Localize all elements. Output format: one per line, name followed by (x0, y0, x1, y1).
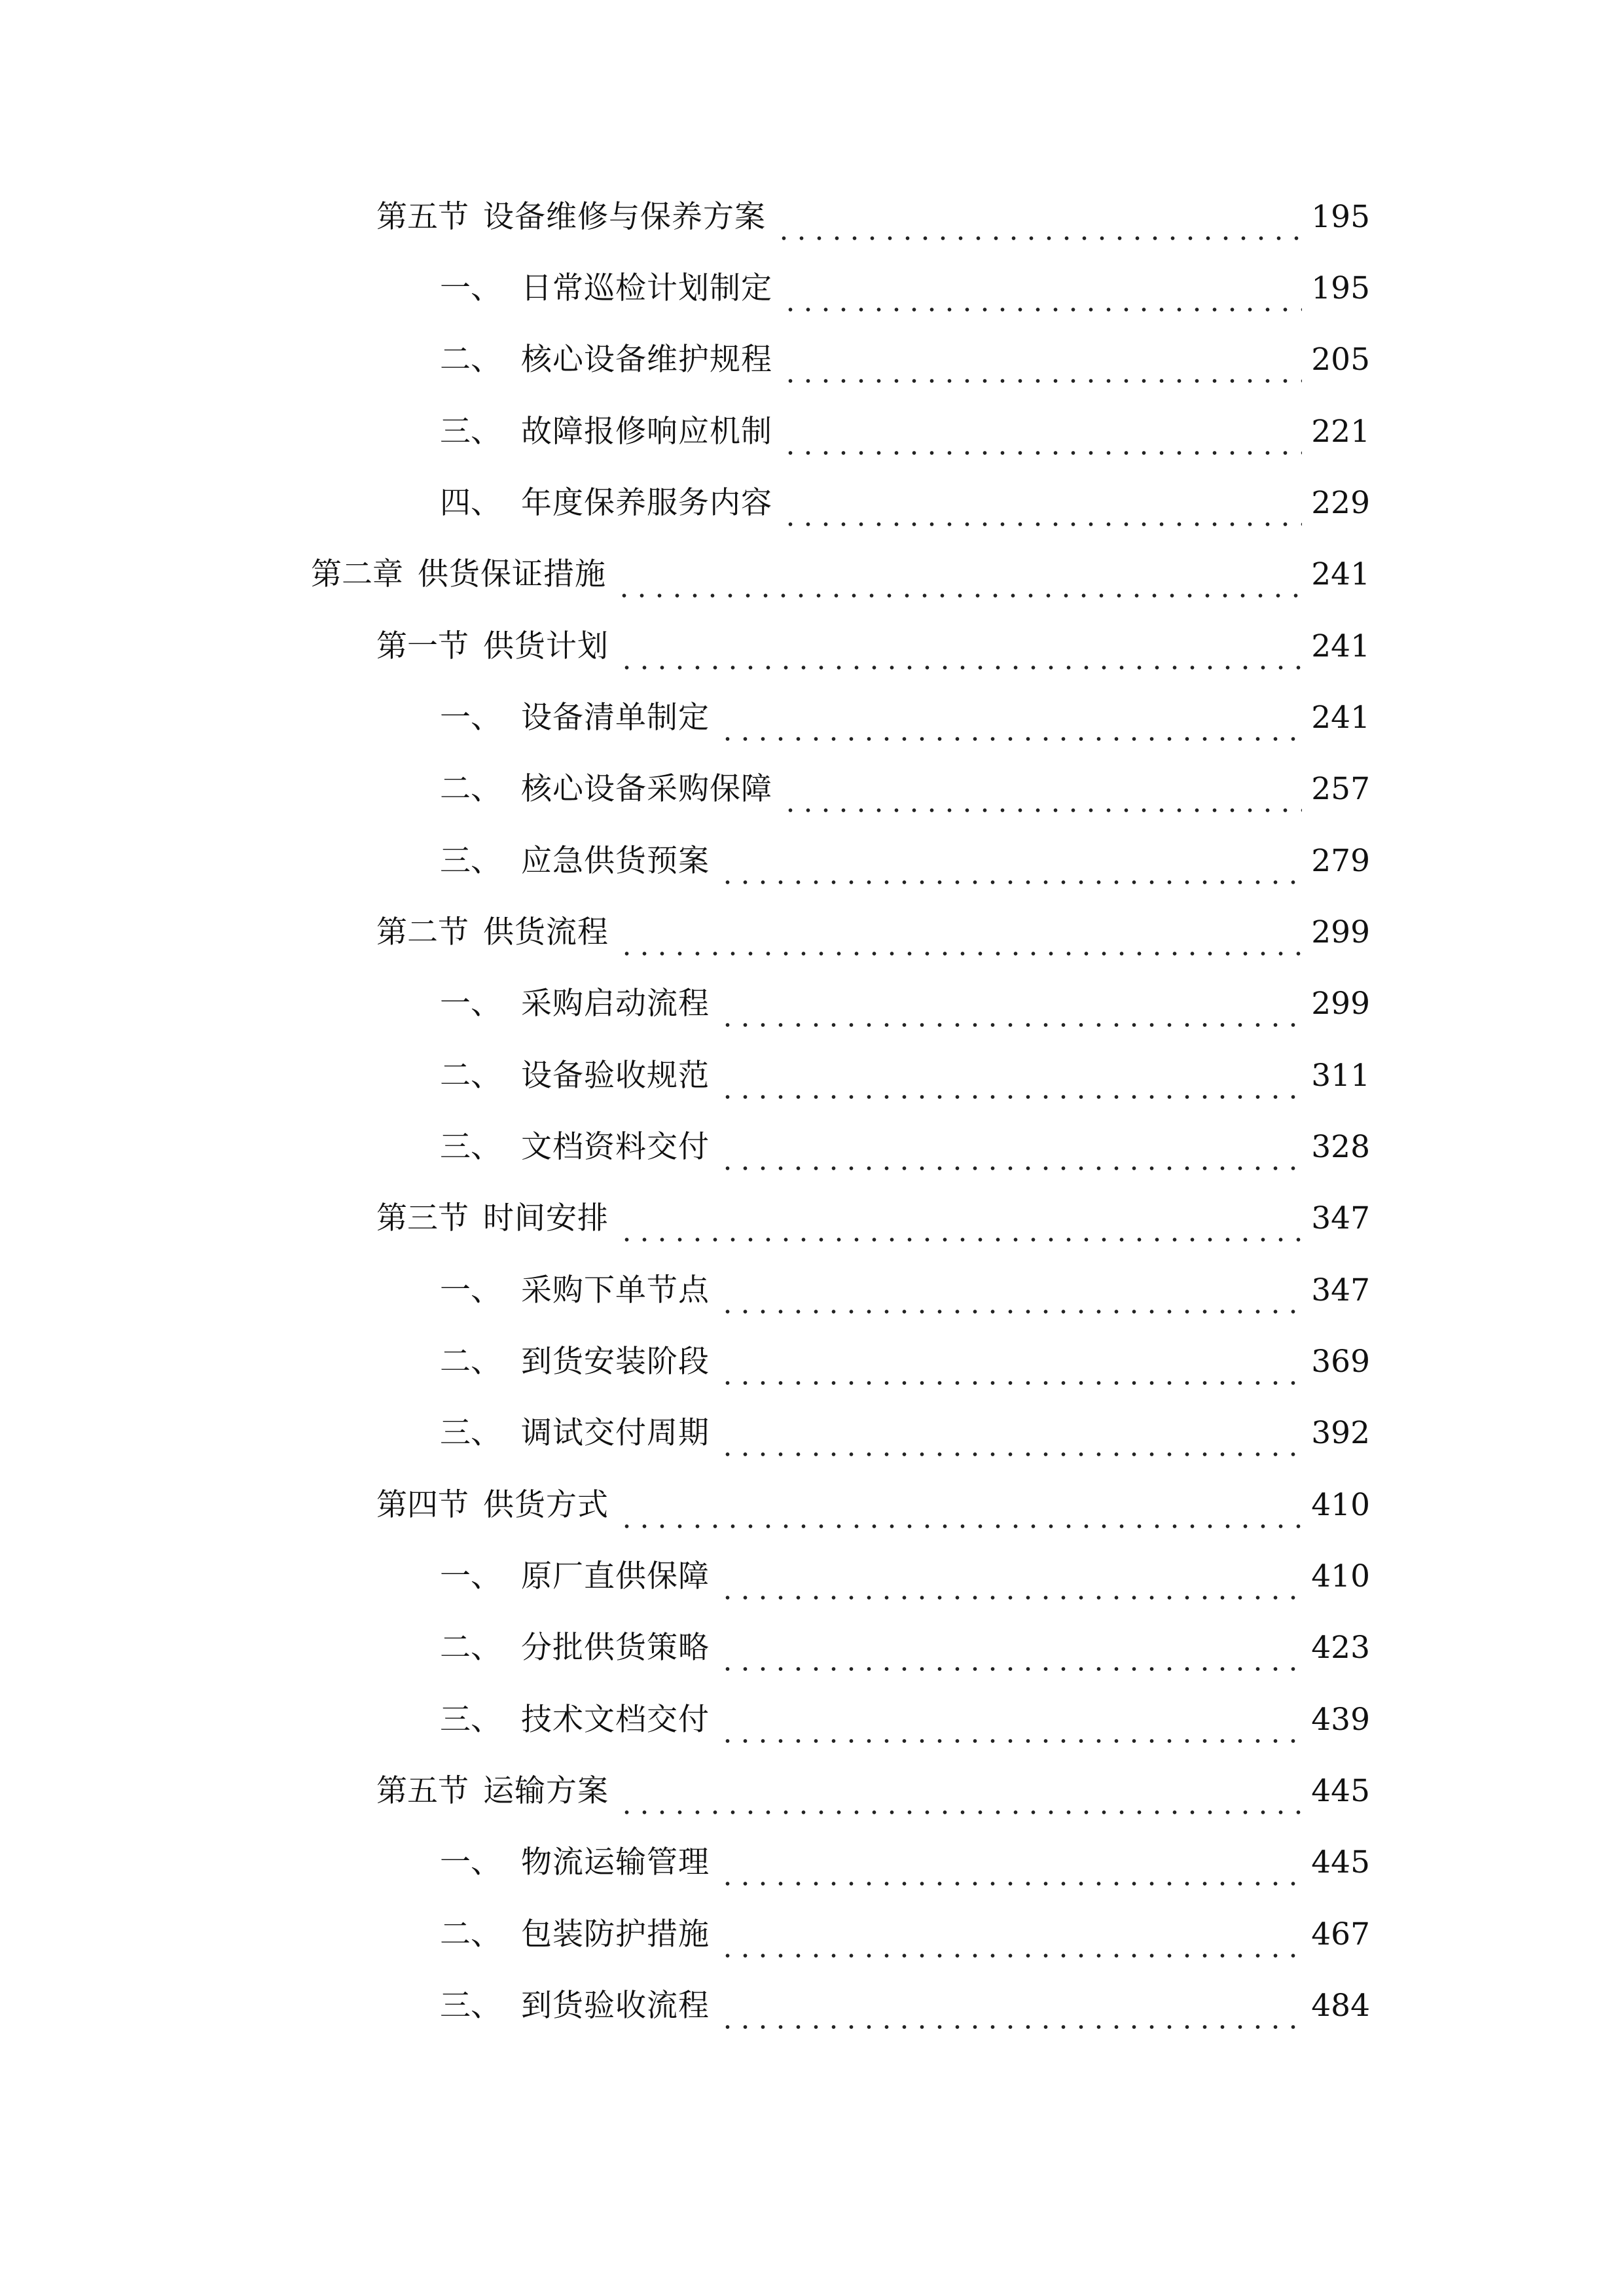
toc-marker: 三、 (440, 1988, 501, 2024)
toc-entry[interactable] (440, 1336, 1370, 1388)
toc-entry[interactable] (440, 1265, 1370, 1317)
toc-title: 供货方式 (483, 1487, 609, 1523)
toc-title: 原厂直供保障 (521, 1558, 710, 1594)
toc-title: 技术文档交付 (521, 1702, 710, 1738)
toc-marker: 三、 (440, 1415, 501, 1451)
toc-dot-leader (618, 1479, 1302, 1532)
toc-marker: 第一节 (376, 628, 469, 664)
toc-title: 物流运输管理 (521, 1844, 710, 1880)
toc-title: 设备维修与保养方案 (483, 199, 766, 235)
toc-page-number: 221 (1311, 414, 1370, 450)
toc-title: 核心设备维护规程 (521, 342, 772, 378)
toc-marker: 三、 (440, 414, 501, 450)
toc-entry[interactable] (440, 1407, 1370, 1460)
toc-page-number: 229 (1311, 485, 1370, 521)
toc-entry[interactable] (440, 1050, 1370, 1102)
toc-title: 故障报修响应机制 (521, 414, 772, 450)
toc-entry[interactable] (440, 1980, 1370, 2032)
toc-title: 设备验收规范 (521, 1058, 710, 1094)
toc-marker: 二、 (440, 1630, 501, 1666)
toc-page-number: 445 (1311, 1773, 1370, 1809)
toc-entry[interactable] (440, 1121, 1370, 1174)
toc-title: 核心设备采购保障 (521, 771, 772, 807)
toc-marker: 第二章 (311, 556, 403, 592)
toc-dot-leader (719, 1837, 1302, 1889)
toc-entry[interactable] (440, 1622, 1370, 1674)
toc-entry[interactable] (376, 191, 1370, 243)
toc-title: 时间安排 (483, 1200, 609, 1236)
toc-dot-leader (782, 334, 1302, 386)
toc-page-number: 257 (1311, 771, 1370, 807)
toc-page-number: 423 (1311, 1630, 1370, 1666)
toc-page-number: 439 (1311, 1702, 1370, 1738)
toc-dot-leader (719, 1121, 1302, 1174)
toc-marker: 一、 (440, 270, 501, 306)
toc-title: 供货流程 (483, 914, 609, 950)
toc-dot-leader (615, 548, 1302, 601)
toc-page-number: 410 (1311, 1487, 1370, 1523)
toc-marker: 四、 (440, 485, 501, 521)
toc-marker: 二、 (440, 1916, 501, 1952)
toc-dot-leader (719, 1407, 1302, 1460)
toc-page-number: 299 (1311, 986, 1370, 1022)
toc-dot-leader (618, 1193, 1302, 1245)
toc-marker: 一、 (440, 986, 501, 1022)
toc-entry[interactable] (440, 1694, 1370, 1746)
toc-dot-leader (618, 906, 1302, 959)
toc-title: 分批供货策略 (521, 1630, 710, 1666)
toc-page-number: 392 (1311, 1415, 1370, 1451)
toc-marker: 第四节 (376, 1487, 469, 1523)
toc-marker: 第二节 (376, 914, 469, 950)
toc-page-number: 195 (1311, 199, 1370, 235)
toc-entry[interactable] (440, 763, 1370, 816)
toc-page-number: 410 (1311, 1558, 1370, 1594)
toc-dot-leader (719, 978, 1302, 1030)
toc-page-number: 205 (1311, 342, 1370, 378)
toc-dot-leader (719, 1050, 1302, 1102)
toc-dot-leader (719, 1622, 1302, 1674)
toc-dot-leader (719, 1265, 1302, 1317)
toc-dot-leader (782, 406, 1302, 458)
toc-entry[interactable] (440, 978, 1370, 1030)
toc-marker: 二、 (440, 342, 501, 378)
toc-marker: 二、 (440, 1058, 501, 1094)
toc-entry[interactable] (440, 1837, 1370, 1889)
toc-dot-leader (719, 1909, 1302, 1961)
toc-page-number: 369 (1311, 1344, 1370, 1380)
toc-entry[interactable] (440, 1909, 1370, 1961)
toc-title: 到货安装阶段 (521, 1344, 710, 1380)
toc-marker: 一、 (440, 1558, 501, 1594)
toc-entry[interactable] (440, 406, 1370, 458)
toc-dot-leader (782, 763, 1302, 816)
toc-dot-leader (782, 477, 1302, 529)
toc-page-number: 484 (1311, 1988, 1370, 2024)
toc-dot-leader (719, 1980, 1302, 2032)
toc-page-number: 299 (1311, 914, 1370, 950)
toc-dot-leader (719, 835, 1302, 888)
toc-dot-leader (719, 1694, 1302, 1746)
toc-entry[interactable] (440, 262, 1370, 315)
toc-page-number: 241 (1311, 556, 1370, 592)
toc-dot-leader (719, 1551, 1302, 1603)
toc-title: 采购启动流程 (521, 986, 710, 1022)
toc-entry[interactable] (376, 1193, 1370, 1245)
toc-title: 采购下单节点 (521, 1272, 710, 1308)
toc-marker: 一、 (440, 700, 501, 736)
toc-marker: 三、 (440, 1702, 501, 1738)
toc-marker: 三、 (440, 843, 501, 879)
toc-page-number: 241 (1311, 700, 1370, 736)
toc-marker: 二、 (440, 1344, 501, 1380)
toc-page-number: 467 (1311, 1916, 1370, 1952)
toc-entry[interactable] (440, 692, 1370, 744)
toc-entry[interactable] (376, 620, 1370, 673)
toc-title: 运输方案 (483, 1773, 609, 1809)
toc-dot-leader (618, 620, 1302, 673)
toc-title: 年度保养服务内容 (521, 485, 772, 521)
toc-title: 供货保证措施 (418, 556, 606, 592)
toc-title: 日常巡检计划制定 (521, 270, 772, 306)
toc-title: 包装防护措施 (521, 1916, 710, 1952)
toc-entry[interactable] (440, 477, 1370, 529)
toc-dot-leader (618, 1765, 1302, 1818)
toc-title: 到货验收流程 (521, 1988, 710, 2024)
toc-marker: 第五节 (376, 199, 469, 235)
toc-page-number: 347 (1311, 1200, 1370, 1236)
toc-dot-leader (775, 191, 1302, 243)
toc-entry[interactable] (440, 1551, 1370, 1603)
toc-dot-leader (719, 692, 1302, 744)
toc-entry[interactable] (440, 835, 1370, 888)
toc-title: 供货计划 (483, 628, 609, 664)
toc-title: 应急供货预案 (521, 843, 710, 879)
toc-marker: 第五节 (376, 1773, 469, 1809)
toc-marker: 二、 (440, 771, 501, 807)
toc-marker: 第三节 (376, 1200, 469, 1236)
toc-page-number: 241 (1311, 628, 1370, 664)
toc-entry[interactable] (376, 1479, 1370, 1532)
toc-page-number: 195 (1311, 270, 1370, 306)
toc-page-number: 279 (1311, 843, 1370, 879)
toc-page-number: 311 (1311, 1058, 1370, 1094)
toc-entry[interactable] (440, 334, 1370, 386)
toc-entry[interactable] (376, 1765, 1370, 1818)
toc-entry[interactable] (311, 548, 1370, 601)
toc-marker: 三、 (440, 1129, 501, 1165)
toc-dot-leader (719, 1336, 1302, 1388)
toc-title: 调试交付周期 (521, 1415, 710, 1451)
toc-title: 设备清单制定 (521, 700, 710, 736)
toc-marker: 一、 (440, 1844, 501, 1880)
toc-page-number: 347 (1311, 1272, 1370, 1308)
toc-page-number: 328 (1311, 1129, 1370, 1165)
toc-entry[interactable] (376, 906, 1370, 959)
toc-page-number: 445 (1311, 1844, 1370, 1880)
toc-marker: 一、 (440, 1272, 501, 1308)
toc-title: 文档资料交付 (521, 1129, 710, 1165)
toc-dot-leader (782, 262, 1302, 315)
